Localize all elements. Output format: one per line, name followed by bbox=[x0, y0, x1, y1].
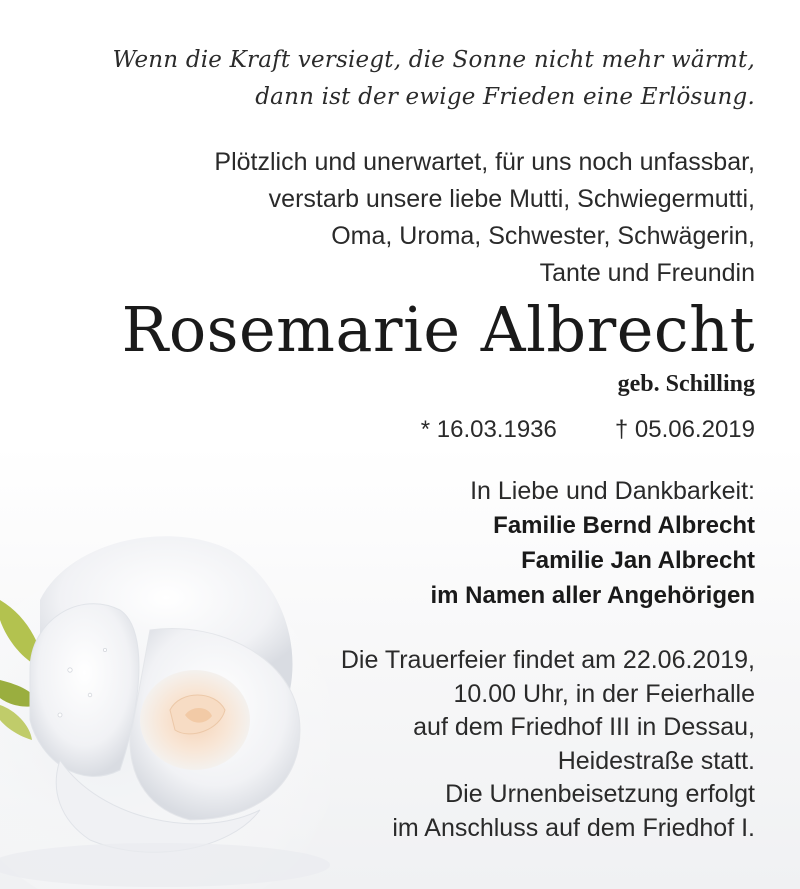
service-line-3: auf dem Friedhof III in Dessau, bbox=[413, 713, 755, 741]
intro-line-1: Plötzlich und unerwartet, für uns noch unfassbar, bbox=[214, 148, 755, 176]
mourners-list bbox=[430, 508, 755, 613]
intro-line-4: Tante und Freundin bbox=[539, 259, 755, 287]
motto-line-2: dann ist der ewige Frieden eine Erlösung. bbox=[255, 84, 755, 110]
deceased-name: Rosemarie Albrecht bbox=[121, 293, 755, 366]
service-line-6: im Anschluss auf dem Friedhof I. bbox=[392, 813, 755, 842]
intro-line-3: Oma, Uroma, Schwester, Schwägerin, bbox=[331, 222, 755, 250]
mourner-2: Familie Jan Albrecht bbox=[521, 547, 755, 574]
birth-date: * 16.03.1936 bbox=[420, 416, 557, 443]
mourner-1: Familie Bernd Albrecht bbox=[493, 512, 755, 539]
mourner-3: im Namen aller Angehörigen bbox=[430, 582, 755, 609]
motto-line-1: Wenn die Kraft versiegt, die Sonne nicht mehr wärmt, bbox=[112, 47, 755, 73]
white-rose-image bbox=[0, 520, 330, 889]
service-line-1: Die Trauerfeier findet am 22.06.2019, bbox=[340, 646, 755, 674]
intro-line-2: verstarb unsere liebe Mutti, Schwiegermutti, bbox=[268, 185, 755, 213]
service-line-5: Die Urnenbeisetzung erfolgt bbox=[445, 780, 755, 808]
intro-text bbox=[214, 144, 755, 292]
service-line-2: 10.00 Uhr, in der Feierhalle bbox=[453, 679, 755, 708]
maiden-name: geb. Schilling bbox=[617, 371, 755, 397]
life-dates bbox=[421, 412, 755, 448]
death-date: † 05.06.2019 bbox=[614, 416, 755, 443]
motto-verse bbox=[113, 42, 756, 116]
mourners-heading: In Liebe und Dankbarkeit: bbox=[470, 477, 755, 505]
service-details bbox=[341, 644, 755, 845]
service-line-4: Heidestraße statt. bbox=[557, 746, 755, 775]
